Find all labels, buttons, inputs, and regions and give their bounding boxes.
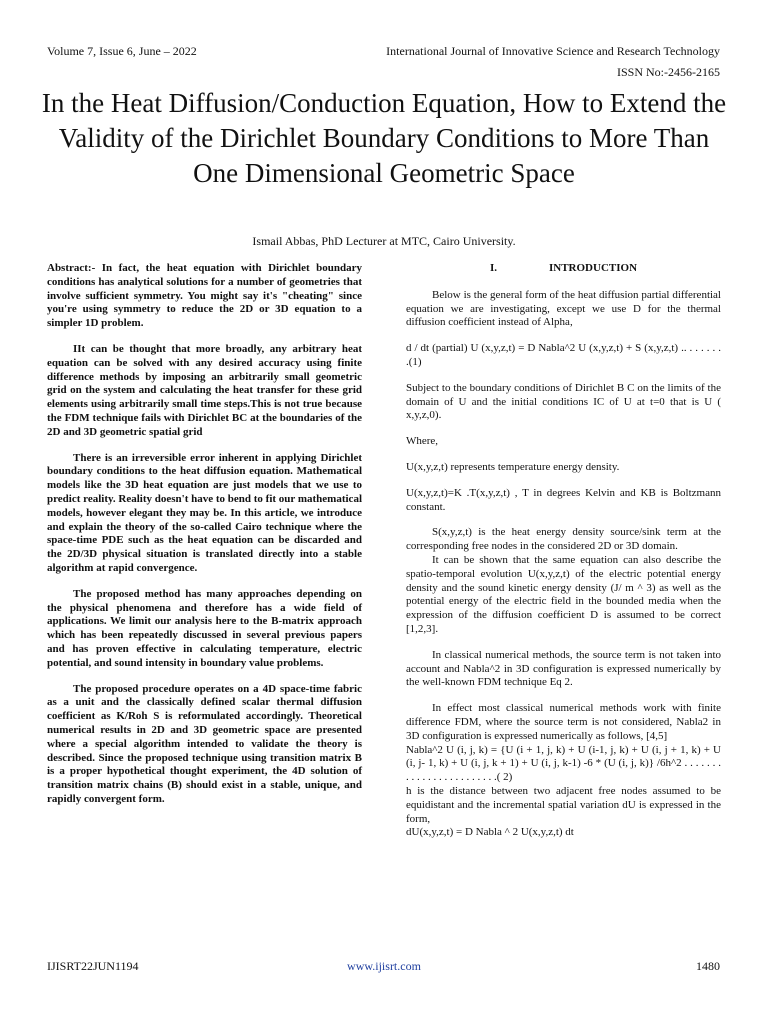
body-paragraph: Subject to the boundary conditions of Dirichlet B C on the limits of the domain of U and the initial conditions IC of U at t=0 that is U ( x,y,z,0). (406, 381, 721, 422)
abstract-paragraph: The proposed procedure operates on a 4D space-time fabric as a unit and the classically defined scalar thermal diffusion coefficient as K/Roh S is reformulated accordingly. Theoretical numerical results in 2D and 3D geometric space are presented where a special algorithm intended to validate the theory is described. Since the proposed technique using transition matrix B is a proper hypothetical thought experiment, the 4D solution of transition matrix chains (B) should exist in a stable, unique, and rapidly convergent form. (47, 682, 362, 805)
body-paragraph: S(x,y,z,t) is the heat energy density source/sink term at the corresponding free nodes in the considered 2D or 3D domain. (406, 526, 721, 553)
footer-paper-id: IJISRT22JUN1194 (47, 959, 139, 973)
abstract-paragraph: The proposed method has many approaches depending on the physical phenomena and therefore has a wide field of applications. We limit our analysis here to the B-matrix approach which has been repeatedly discussed in several previous papers and has proven effective in calculating temperature, electric potential, and sound intensity in boundary value problems. (47, 587, 362, 669)
right-column (406, 262, 721, 840)
body-paragraph: h is the distance between two adjacent free nodes assumed to be equidistant and the incremental spatial variation dU is expressed in the form, (406, 784, 721, 825)
body-paragraph: It can be shown that the same equation can also describe the spatio-temporal evolution U(x,y,z,t) of the electric potential energy density and the sound kinetic energy density (J/ m ^ 3) as well as the potential energy of the electric field in the bounded media when the expression of the diffusion coefficient D is assumed to be correct [1,2,3]. (406, 553, 721, 635)
body-paragraph: U(x,y,z,t) represents temperature energy density. (406, 460, 620, 473)
equation-1: d / dt (partial) U (x,y,z,t) = D Nabla^2 U (x,y,z,t) + S (x,y,z,t) .. . . . . . . .(1) (406, 342, 721, 368)
section-title: INTRODUCTION (549, 262, 638, 274)
left-column (47, 262, 362, 819)
abstract-paragraph: There is an irreversible error inherent in applying Dirichlet boundary conditions to the heat diffusion equation. Mathematical models like the 3D heat equation are just models that we use to predict reality. Reality doesn't have to bend to fit our mathematical models, however elegant they may be. In this article, we introduce and explain the theory of the so-called Cairo technique where the space-time PDE such as the heat equation can be discarded and the 2D/3D physical situation is translated directly into a stable algorithm at rapid convergence. (47, 451, 362, 574)
equation-2: Nabla^2 U (i, j, k) = {U (i + 1, j, k) + U (i-1, j, k) + U (i, j + 1, k) + U (i, j- 1, k) + U (i, j, k + 1) + U (i, j, k-1) -6 * (U (i, j, k)} /6h^2 . . . . . . . . . . . . . . . . . . . . . . . .( 2) (406, 743, 721, 784)
body-paragraph: U(x,y,z,t)=K .T(x,y,z,t) , T in degrees Kelvin and KB is Boltzmann constant. (406, 486, 721, 513)
body-paragraph: In effect most classical numerical methods work with finite difference FDM, where the source term is not considered, Nabla2 in 3D configuration is expressed numerically as follows, [4,5] (406, 702, 721, 742)
paper-title: In the Heat Diffusion/Conduction Equation, How to Extend the Validity of the Dirichlet Boundary Conditions to More Than One Dimensional Geometric Space (41, 88, 727, 188)
section-number: I. (489, 262, 497, 274)
footer-website-link[interactable]: www.ijisrt.com (347, 959, 421, 973)
abstract-paragraph: Abstract:- In fact, the heat equation with Dirichlet boundary conditions has analytical solutions for a number of geometries that involve sufficient symmetry. You might say it's "cheating" since you're using symmetry to reduce the 2D or 3D equation to a simpler 1D problem. (47, 262, 362, 330)
body-paragraph: Where, (406, 435, 439, 448)
body-paragraph: Below is the general form of the heat diffusion partial differential equation we are investigating, except we use D for the thermal diffusion coefficient instead of Alpha, (406, 288, 721, 329)
body-paragraph: In classical numerical methods, the source term is not taken into account and Nabla^2 in 3D configuration is expressed numerically by the well-known FDM technique Eq 2. (406, 648, 721, 689)
section-heading (406, 262, 721, 276)
equation-3: dU(x,y,z,t) = D Nabla ^ 2 U(x,y,z,t) dt (406, 826, 574, 839)
abstract-paragraph: IIt can be thought that more broadly, any arbitrary heat equation can be solved with any desired accuracy using finite difference methods by imposing an arbitrarily small geometric grid on the system and calculating the heat transfer for these grid elements using arbitrarily small time steps.This is not true because the FDM technique fails with Dirichlet BC at the boundaries of the 2D and 3D geometric spatial grid (47, 342, 362, 438)
footer-page-number: 1480 (696, 959, 720, 973)
header-volume: Volume 7, Issue 6, June – 2022 (47, 44, 197, 58)
header-journal: International Journal of Innovative Science and Research Technology (386, 44, 720, 58)
header-issn: ISSN No:-2456-2165 (616, 65, 720, 79)
author-line: Ismail Abbas, PhD Lecturer at MTC, Cairo University. (252, 234, 516, 248)
